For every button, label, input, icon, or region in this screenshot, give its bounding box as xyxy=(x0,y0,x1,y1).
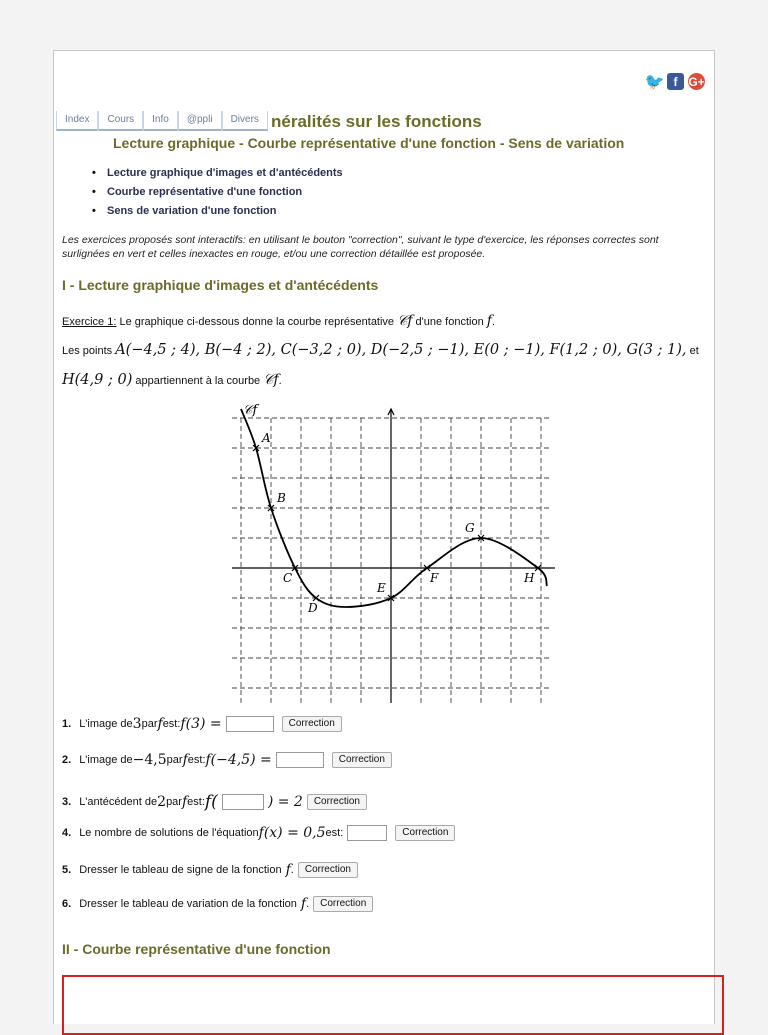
q3-correction-button[interactable]: Correction xyxy=(307,794,367,810)
intro-text: Les exercices proposés sont interactifs: en utilisant le bouton "correction", suivant le type d'exercice, les réponses correctes sont surlignées en vert et celles inexactes en rouge, et/ou une correction détaillée est proposée. xyxy=(62,234,659,260)
points-dot: . xyxy=(278,375,282,387)
social-bar xyxy=(646,73,705,90)
point-label-E: E xyxy=(377,581,386,595)
q3-pre: L'antécédent de xyxy=(79,796,158,808)
points-end: appartiennent à la courbe xyxy=(132,375,264,387)
page-subtitle: Lecture graphique - Courbe représentative d'une fonction - Sens de variation xyxy=(113,135,625,151)
cf-symbol-2: 𝒞f xyxy=(263,372,279,388)
section1-title: I - Lecture graphique d'images et d'antécédents xyxy=(62,277,379,293)
q3-m3: f( xyxy=(204,792,218,812)
exercise-text2: d'une fonction xyxy=(412,316,487,328)
point-label-D: D xyxy=(308,601,318,615)
q1-post: est: xyxy=(162,718,181,730)
section2-title: II - Courbe représentative d'une fonction xyxy=(62,941,331,957)
q4-correction-button[interactable]: Correction xyxy=(395,825,455,841)
point-label-C: C xyxy=(283,571,293,585)
page-title: néralités sur les fonctions xyxy=(271,112,482,131)
twitter-icon[interactable]: 🐦 xyxy=(644,73,665,91)
toc-item-courbe[interactable]: • Courbe représentative d'une fonction xyxy=(92,185,343,204)
points-intro: Les points xyxy=(62,345,116,357)
q5-number: 5. xyxy=(62,864,72,876)
graph-points xyxy=(253,431,541,615)
exercise-label: Exercice 1: xyxy=(62,316,117,328)
q3-answer-input[interactable] xyxy=(222,794,264,810)
q6-correction-button[interactable]: Correction xyxy=(313,896,373,912)
exercise-frame xyxy=(62,975,724,1035)
q6-pre: Dresser le tableau de variation de la fonction xyxy=(79,898,297,910)
graph-axes xyxy=(232,409,555,703)
q1-number: 1. xyxy=(62,718,72,730)
tab-info[interactable]: Info xyxy=(143,111,178,131)
q3-m4: ) = 2 xyxy=(267,794,303,810)
exercise-text1: Le graphique ci-dessous donne la courbe représentative xyxy=(116,316,398,328)
q5-pre: Dresser le tableau de signe de la fonction xyxy=(79,864,282,876)
q3-number: 3. xyxy=(62,796,72,808)
q3-m1: 2 xyxy=(157,794,167,810)
q1-m3: f(3) = xyxy=(180,716,222,732)
question-1 xyxy=(62,716,342,732)
cf-symbol: 𝒞f xyxy=(397,313,413,329)
q1-answer-input[interactable] xyxy=(226,716,274,732)
points-line xyxy=(62,342,699,358)
q3-post: est: xyxy=(187,796,205,808)
q1-m1: 3 xyxy=(132,716,142,732)
q6-m2: f xyxy=(300,896,307,912)
facebook-icon[interactable]: f xyxy=(667,73,684,90)
question-4 xyxy=(62,825,455,841)
curve-label: 𝒞f xyxy=(243,403,258,418)
function-graph xyxy=(225,400,555,705)
q2-m1: −4,5 xyxy=(132,752,167,768)
tab-cours[interactable]: Cours xyxy=(98,111,143,131)
q2-m2: f xyxy=(182,752,188,768)
q2-m3: f(−4,5) = xyxy=(205,752,272,768)
q2-number: 2. xyxy=(62,754,72,766)
q1-correction-button[interactable]: Correction xyxy=(282,716,342,732)
q6-post: . xyxy=(306,898,310,910)
point-label-A: A xyxy=(262,431,271,445)
tab-index[interactable]: Index xyxy=(56,111,98,131)
q4-number: 4. xyxy=(62,827,72,839)
point-h: H(4,9 ; 0) xyxy=(62,372,133,388)
q5-correction-button[interactable]: Correction xyxy=(298,862,358,878)
question-6 xyxy=(62,896,373,912)
googleplus-icon[interactable]: G+ xyxy=(688,74,705,89)
question-3 xyxy=(62,792,367,812)
q5-m2: f xyxy=(285,862,291,878)
points-et: et xyxy=(686,345,699,357)
q2-answer-input[interactable] xyxy=(276,752,324,768)
q2-post: est: xyxy=(187,754,206,766)
q6-number: 6. xyxy=(62,898,72,910)
q4-post: est: xyxy=(325,827,344,839)
q1-mid: par xyxy=(141,718,158,730)
point-label-B: B xyxy=(277,491,286,505)
q4-pre: Le nombre de solutions de l'équation xyxy=(79,827,259,839)
q5-post: . xyxy=(290,864,294,876)
q2-correction-button[interactable]: Correction xyxy=(332,752,392,768)
q3-mid: par xyxy=(166,796,182,808)
q4-m1: f(x) = 0,5 xyxy=(258,825,326,841)
point-label-G: G xyxy=(465,521,475,535)
toc-item-lecture[interactable]: • Lecture graphique d'images et d'antécédents xyxy=(92,166,343,185)
question-2 xyxy=(62,752,392,768)
nav-tabs xyxy=(56,111,268,131)
q4-answer-input[interactable] xyxy=(347,825,387,841)
q1-pre: L'image de xyxy=(79,718,133,730)
tab-appli[interactable]: @ppli xyxy=(178,111,222,131)
exercise-text3: . xyxy=(491,316,496,328)
points-list: A(−4,5 ; 4), B(−4 ; 2), C(−3,2 ; 0), D(−2,5 ; −1), E(0 ; −1), F(1,2 ; 0), G(3 ; 1), xyxy=(115,342,687,358)
q3-m2: f xyxy=(181,794,188,810)
exercise-statement xyxy=(62,313,495,329)
point-label-H: H xyxy=(524,571,535,585)
table-of-contents xyxy=(92,166,343,223)
q2-pre: L'image de xyxy=(79,754,133,766)
q2-mid: par xyxy=(166,754,183,766)
f-symbol: f xyxy=(486,313,492,329)
points-line-2 xyxy=(62,372,282,388)
point-label-F: F xyxy=(430,571,439,585)
question-5 xyxy=(62,862,358,878)
q1-m2: f xyxy=(157,716,163,732)
toc-item-variation[interactable]: • Sens de variation d'une fonction xyxy=(92,204,343,223)
tab-divers[interactable]: Divers xyxy=(222,111,268,131)
